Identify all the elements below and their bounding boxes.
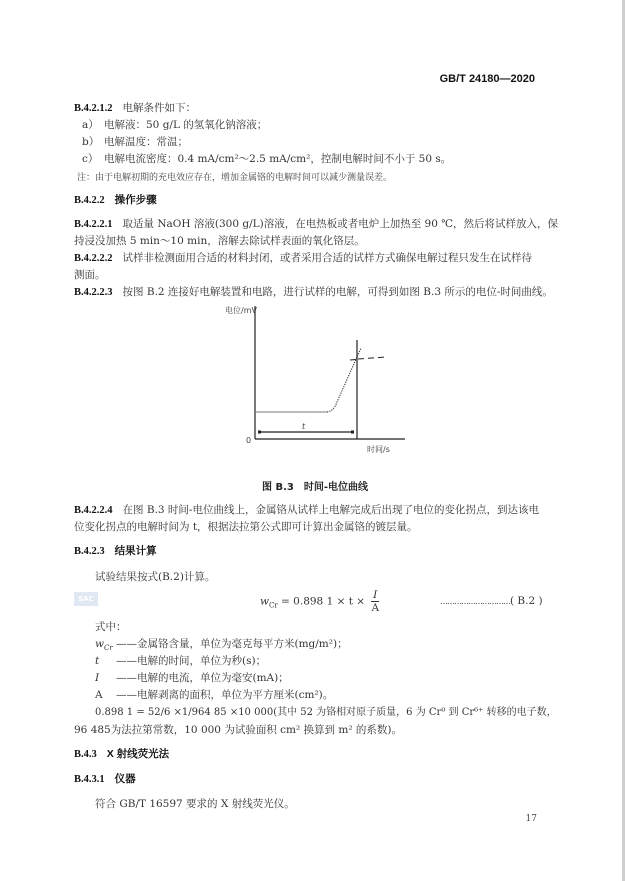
- fraction-numerator: I: [373, 589, 378, 601]
- section-title: 仪器: [114, 773, 136, 785]
- section-number: B.4.3: [74, 749, 97, 760]
- section-number: B.4.2.3: [74, 546, 105, 557]
- var-symbol: A: [95, 689, 103, 701]
- sac-watermark-logo: SAC: [74, 592, 98, 606]
- variable-def: [95, 654, 266, 668]
- var-symbol: I: [95, 672, 100, 684]
- explanation-line: 0.898 1 = 52/6 ×1/964 85 ×10 000(其中 52 为铬相对原子质量，6 为 Cr⁰ 到 Cr⁶⁺ 转移的电子数，: [95, 707, 557, 718]
- equation-label: ( B.2 ): [510, 595, 543, 607]
- rising-curve: [327, 348, 361, 412]
- section-number: B.4.2.2.4: [74, 505, 113, 516]
- standard-code-header: GB/T 24180—2020: [439, 73, 535, 85]
- var-desc: ——电解剥离的面积，单位为平方厘米(cm²)。: [116, 689, 334, 701]
- formula-rhs: = 0.898 1 × t ×: [281, 595, 366, 608]
- fraction-denominator: A: [371, 602, 380, 614]
- fraction: [371, 589, 379, 614]
- list-text: 电解液：50 g/L 的氢氧化钠溶液；: [104, 119, 268, 131]
- tangent-left: [350, 360, 356, 361]
- section-b4223: [74, 544, 157, 559]
- x-axis-label: 时间/s: [367, 445, 390, 454]
- paragraph-line: 位变化拐点的电解时间为 t，根据法拉第公式即可计算出金属铬的镀层量。: [74, 521, 418, 533]
- variable-def: [95, 637, 348, 655]
- var-sub: Cr: [104, 644, 113, 653]
- arrow-left-head: [258, 431, 261, 434]
- paragraph-line: 在图 B.3 时间-电位曲线上，金属铬从试样上电解完成后出现了电位的变化拐点，到达该电: [122, 504, 539, 516]
- note: 注：由于电解初期的充电效应存在，增加金属铬的电解时间可以减少测量误差。: [77, 173, 393, 183]
- section-title: 操作步骤: [114, 194, 157, 206]
- dot-leader: …………………………: [440, 597, 510, 606]
- list-label: a）: [82, 119, 99, 131]
- list-text: 电解温度：常温；: [104, 136, 188, 148]
- equation-number: [440, 594, 543, 609]
- section-number: B.4.2.2.2: [74, 253, 113, 264]
- arrow-right-head: [351, 431, 354, 434]
- where-label: 式中：: [95, 621, 127, 633]
- explanation-line: 96 485为法拉第常数，10 000 为试验面积 cm² 换算到 m² 的系数)。: [74, 724, 402, 736]
- tangent-dashed: [358, 357, 386, 359]
- var-desc: ——电解的时间，单位为秒(s)；: [116, 655, 267, 667]
- figure-caption: 图 B.3 时间-电位曲线: [262, 482, 369, 493]
- paragraph-line: 试样非检测面用合适的材料封闭，或者采用合适的试样方式确保电解过程只发生在试样待: [122, 252, 533, 264]
- interval-label: t: [302, 422, 306, 431]
- paragraph-line: 按图 B.2 连接好电解装置和电路，进行试样的电解，可得到如图 B.3 所示的电位-时间曲线。: [122, 286, 553, 298]
- list-label: c）: [82, 153, 99, 165]
- section-b43: [74, 747, 169, 762]
- formula-lhs-sub: Cr: [269, 601, 278, 610]
- origin-label: 0: [246, 436, 252, 445]
- section-number: B.4.2.2: [74, 195, 105, 206]
- paragraph-line: 持浸没加热 5 min～10 min，溶解去除试样表面的氧化铬层。: [74, 235, 365, 247]
- formula-intro: 试验结果按式(B.2)计算。: [95, 571, 216, 583]
- page-number: 17: [525, 814, 537, 824]
- section-number: B.4.2.1.2: [74, 103, 113, 114]
- formula: [260, 589, 379, 614]
- list-text: 电解电流密度：0.4 mA/cm²～2.5 mA/cm²，控制电解时间不小于 50 s。: [104, 153, 452, 165]
- section-b431: [74, 772, 136, 787]
- var-desc: ——电解的电流，单位为毫安(mA)；: [116, 672, 289, 684]
- section-title: 结果计算: [114, 545, 157, 557]
- var-symbol: w: [95, 638, 104, 650]
- instrument-text: 符合 GB/T 16597 要求的 X 射线荧光仪。: [95, 798, 295, 810]
- formula-lhs: w: [260, 595, 269, 608]
- section-title: X 射线荧光法: [106, 748, 170, 760]
- variable-def: [95, 688, 333, 702]
- var-desc: ——金属铬含量，单位为毫克每平方米(mg/m²)；: [116, 638, 348, 650]
- variable-def: [95, 671, 289, 685]
- section-number: B.4.2.2.1: [74, 219, 113, 230]
- section-number: B.4.2.2.3: [74, 287, 113, 298]
- section-text: 电解条件如下：: [122, 102, 197, 114]
- paragraph-line: 取适量 NaOH 溶液(300 g/L)溶液，在电热板或者电炉上加热至 90 ℃，然后将试样放入，保: [122, 218, 558, 230]
- paragraph-line: 测面。: [74, 269, 106, 281]
- section-b42224: [74, 503, 539, 518]
- y-axis-label: 电位/mV: [225, 306, 257, 315]
- var-symbol: t: [95, 655, 100, 667]
- section-number: B.4.3.1: [74, 774, 105, 785]
- list-label: b）: [82, 136, 100, 148]
